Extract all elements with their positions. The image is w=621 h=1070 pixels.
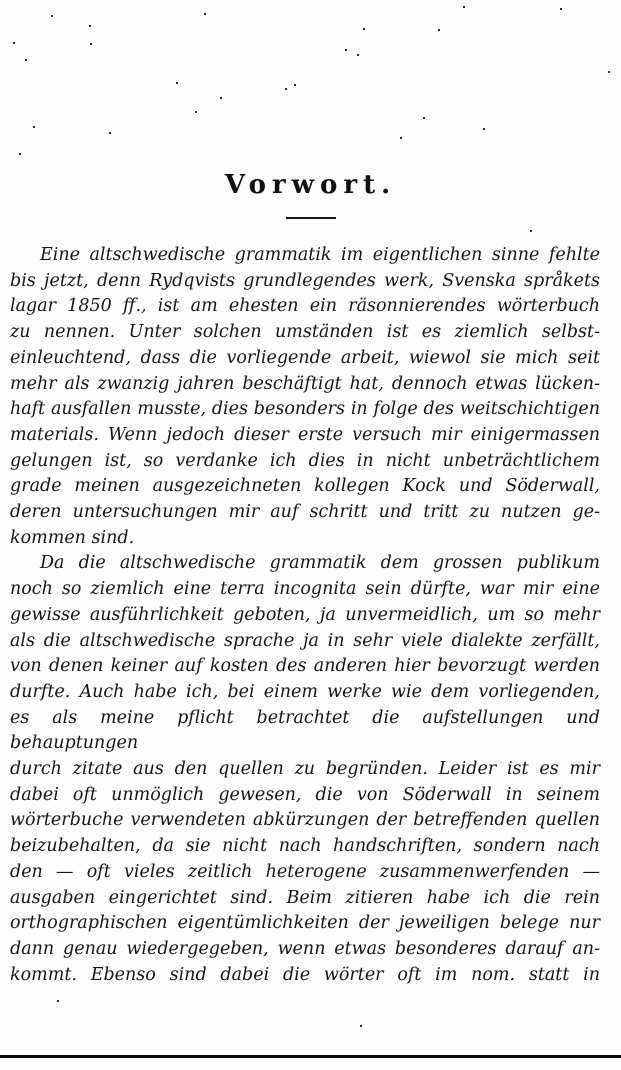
text-line: durfte. Auch habe ich, bei einem werke wie dem vorliegenden, (10, 681, 600, 702)
text-line: grade meinen ausgezeichneten kollegen Kock und Söderwall, (10, 476, 600, 497)
text-line: mehr als zwanzig jahren beschäftigt hat, dennoch etwas lücken- (10, 373, 600, 394)
text-line: noch so ziemlich eine terra incognita sein dürfte, war mir eine (10, 579, 600, 600)
title-divider (286, 217, 336, 219)
text-line: wörterbuche verwendeten abkürzungen der betreffenden quellen (10, 810, 600, 831)
text-line: dabei oft unmöglich gewesen, die von Söderwall in seinem (10, 784, 600, 805)
text-line: deren untersuchungen mir auf schritt und tritt zu nutzen ge- (10, 502, 600, 523)
text-line: durch zitate aus den quellen zu begründen. Leider ist es mir (10, 759, 600, 780)
page-title: Vorwort. (224, 170, 397, 200)
text-line: kommt. Ebenso sind dabei die wörter oft im nom. statt in (10, 964, 600, 985)
text-line: haft ausfallen musste, dies besonders in folge des weitschichtigen (10, 399, 600, 420)
text-line: einleuchtend, dass die vorliegende arbeit, wiewol sie mich seit (10, 347, 600, 368)
paragraph (10, 551, 600, 988)
text-line: Da die altschwedische grammatik dem grossen publikum (40, 553, 600, 574)
bottom-rule (0, 1055, 621, 1058)
text-line: von denen keiner auf kosten des anderen hier bevorzugt werden (10, 656, 600, 677)
text-line: ausgaben eingerichtet sind. Beim zitieren habe ich die rein (10, 887, 600, 908)
text-line: kommen sind. (10, 527, 135, 548)
scan-noise-speckles (0, 0, 2, 2)
text-line: orthographischen eigentümlichkeiten der jeweiligen belege nur (10, 913, 600, 934)
body-text (10, 243, 600, 988)
text-line: als die altschwedische sprache ja in sehr viele dialekte zerfällt, (10, 630, 600, 651)
text-line: materials. Wenn jedoch dieser erste versuch mir einigermassen (10, 424, 600, 445)
text-line: zu nennen. Unter solchen umständen ist es ziemlich selbst- (10, 322, 600, 343)
text-line: beizubehalten, da sie nicht nach handschriften, sondern nach (10, 836, 600, 857)
text-line: den — oft vieles zeitlich heterogene zusammenwerfenden — (10, 861, 600, 882)
text-line: dann genau wiedergegeben, wenn etwas besonderes darauf an- (10, 938, 600, 959)
text-line: bis jetzt, denn Rydqvists grundlegendes werk, Svenska språkets (10, 270, 600, 291)
text-line: Eine altschwedische grammatik im eigentlichen sinne fehlte (40, 245, 600, 265)
text-line: gewisse ausführlichkeit geboten, ja unvermeidlich, um so mehr (10, 604, 600, 625)
text-line: es als meine pflicht betrachtet die aufstellungen und behauptungen (10, 707, 600, 754)
text-line: lagar 1850 ff., ist am ehesten ein räsonnierendes wörterbuch (10, 296, 600, 317)
paragraph (10, 243, 600, 551)
text-line: gelungen ist, so verdanke ich dies in nicht unbeträchtlichem (10, 450, 600, 471)
